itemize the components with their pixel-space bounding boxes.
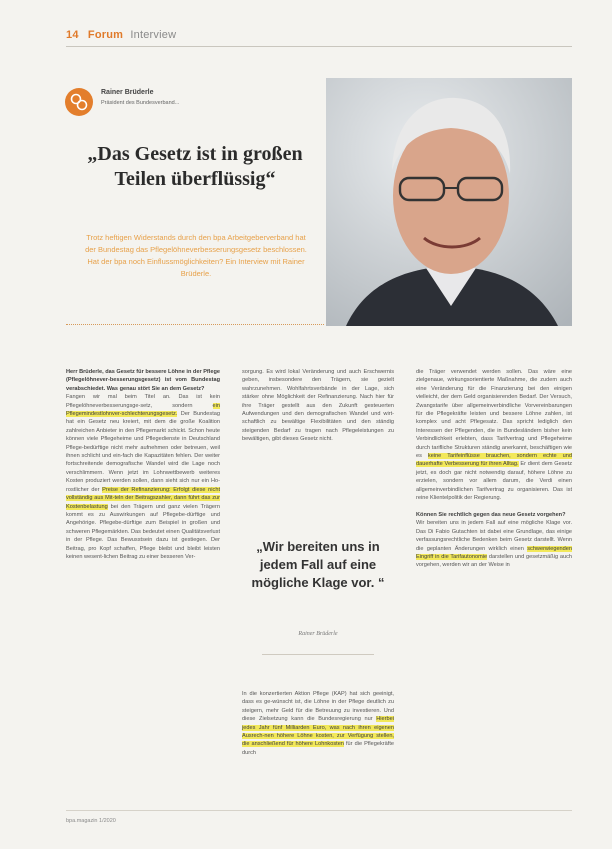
pull-quote-attribution: Rainer Brüderle	[298, 631, 338, 637]
page-header	[66, 29, 176, 41]
pull-quote: „Wir bereiten uns in jedem Fall auf eine mögliche Klage vor. “	[251, 539, 385, 590]
body-text: In die konzertierten Aktion Pflege (KAP) hat sich geeinigt, dass es ge-wünscht ist, die Löhne in der Pflege deutlich zu steigern, mehr Geld für die Betreuung zu investieren. Und diese Zielsetzung kann die Bundesregierung nur	[242, 691, 394, 723]
page-footer: bpa.magazin 1/2020	[66, 818, 116, 824]
body-text: Er dient dem Gesetz jetzt, es doch gar nicht notwendig darauf, höhere Löhne zu erzielen, sondern vor allem darum, die Verdi einen allgemeinverbindlichen Tarifvertrag zu organisieren. Das ist reine Klientelpolitik der Regierung.	[416, 461, 573, 502]
author-role: Präsident des Bundesverband...	[101, 100, 180, 106]
highlighted-text: ein Pflegemindestlohnver-schlechterungsgesetz.	[66, 402, 220, 418]
body-text: sorgung. Es wird lokal Veränderung und auch Erschwernis geben, insbesondere den Trägern, sie gezielt wahrzunehmen. Wohlfahrtsverbände in der Lage, sich stärker ohne Möglichkeit der Refinanzierung. Nach hier für ihre Träger gestellt aus den Zukunft gesteuerten Aufwendungen und den demografischen Wandel und wirt-schaftlich zu bewältige Flexibilitäten und den ständig steigenden Bedarf zu tragen nach Pflegeleistungen zu bewältigen, gibt dieses Gesetz nicht.	[242, 369, 394, 443]
interview-question: Können Sie rechtlich gegen das neue Gesetz vorgehen?	[416, 511, 566, 518]
text-column-3	[416, 368, 572, 570]
body-text: bei den Trägern und ganz vielen Trägern kommt es zu Auswirkungen auf Pflegebe-dürftige und Angehörige. Pflegebe-dürftige zum Beispiel in großen und schweren Pflegemärkten. Das bedeutet einen Qualitätsverlust in der Pflege. Das Bewusstsein dazu ist gestiegen. Der Beitrag, pro Kopf schaffen, Pflege bleibt und bleibt leisten keinen wesent-lichen Beitrag zu einer besseren Ver-	[66, 503, 220, 560]
speech-bubbles-icon	[65, 88, 93, 116]
interview-question: Herr Brüderle, das Gesetz für bessere Löhne in der Pflege (Pflegelöhnever-besserungsgesetz) ist vom Bundestag verabschiedet. Was genau stört Sie an dem Gesetz?	[66, 369, 220, 392]
header-divider	[66, 46, 572, 47]
page-number: 14	[66, 29, 79, 41]
highlighted-text: schwerwiegenden Eingriff in die Tarifautonomie	[416, 545, 572, 560]
body-text: darstellen und gesetzmäßig auch vorgehen, werden wir an der Weise in	[416, 553, 572, 569]
footer-divider	[66, 810, 572, 811]
body-text: Wir bereiten uns in jedem Fall auf eine mögliche Klage vor. Das Di Fabio Gutachten ist dabei eine Grundlage, das einige verfassungsrechtliche Bedenken beim Gesetz darstellt. Wenn die geplanten Änderungen wirklich einen	[416, 520, 572, 552]
subsection-label: Interview	[130, 29, 177, 41]
text-column-2	[242, 368, 394, 444]
text-column-1	[66, 368, 220, 561]
body-text: für die Pflegekräfte durch	[242, 741, 394, 756]
author-name: Rainer Brüderle	[101, 89, 154, 96]
text-column-2-lower	[242, 690, 394, 757]
body-text: Der Bundestag hat ein Gesetz neu kreiert, mit dem die große Koalition zahlreichen Anbieter in den Pflegemarkt schickt. Schon heute können viele Pflegeheime und Pflegedienste in Deutschland Pflege-bedürftige nicht mehr aufnehmen oder betreuen, weil ihnen schlicht und ein-fach die Kapazitäten fehlen. Der weiter fortschreitende demografische Wandel wird die Lage noch verschlimmern. Wenn jetzt im Lohnwettbewerb weiteres Kosten produziert werden sollen, dann sieht sich nur ein Ho-rostlicher der	[66, 411, 220, 493]
highlighted-text: Hierbei jedes Jahr fünf Milliarden Euro, was nach ihren eigenen Ausrech-nen höhere Löhne kosten, zur Verfügung stellen, die anschließend für höhere Lohnkosten	[242, 716, 394, 748]
article-intro: Trotz heftigen Widerstands durch den bpa Arbeitgeberverband hat der Bundestag das Pflegelöhneverbesserungsgesetz beschlossen. Hat der bpa noch Einflussmöglichkeiten? Ein Interview mit Rainer Brüderle.	[85, 233, 307, 278]
body-text: die Träger verwendet werden sollen. Das wäre eine zielgenaue, wirkungsorientierte Maßnahme, die zudem auch eine Veränderung für die Finanzierung bei den einigen vielleicht, der dem Geld organisierenden Bedarf. Der Versuch, Zwangstarife über allgemeinverbindliche Vorvereinbarungen für die Pflegekräfte leisten und bessere Löhne zahlen, ist komplex und acht Pflegesatz. Das spricht lediglich den Interessen der Pflegenden, die in Bundesländern bisher kein Verbindlichkeit erlebten, dass Tarifvertrag und Pflegeheime durch tarifliche Strukturen ständig anerkannt, beschäftigen wie es	[416, 369, 572, 460]
section-label: Forum	[87, 29, 124, 41]
portrait-photo	[326, 78, 572, 326]
highlighted-text: keine Tarifeinflüsse brauchen, sondern echte und dauerhafte Verbesserung für ihren Alltag.	[416, 453, 572, 468]
body-text: Fangen wir mal beim Titel an. Das ist kein Pflegelöhneverbesserungsge-setz, sondern	[66, 394, 220, 409]
highlighted-text: Preise der Refinanzierung: Erfolgt diese nicht vollständig aus Mit-teln der Beitragszahler, dann führt das zur Kostenbelastung	[66, 486, 221, 510]
article-headline: „Das Gesetz ist in großen Teilen überflüssig“	[87, 143, 303, 190]
pull-quote-divider	[262, 654, 374, 655]
intro-divider	[66, 324, 324, 325]
